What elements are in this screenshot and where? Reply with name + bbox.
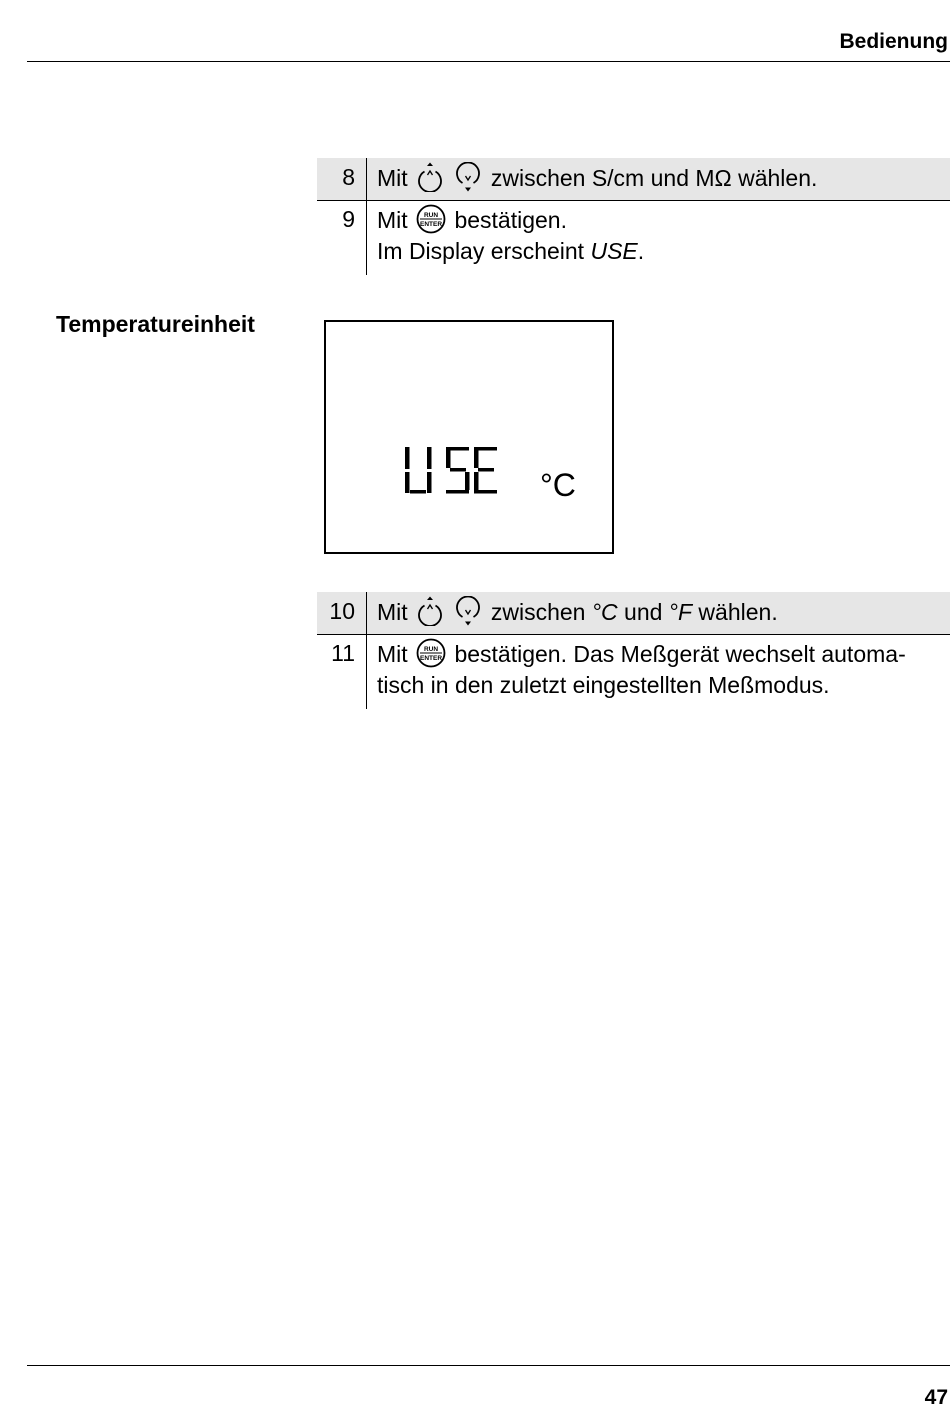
header-title: Bedienung <box>839 30 948 53</box>
display-code-text: USE <box>590 238 638 264</box>
unit-fahrenheit: °F <box>668 599 693 625</box>
lcd-unit-text: °C <box>540 467 576 503</box>
step-word: Mit <box>377 207 408 233</box>
step-number: 10 <box>317 592 367 634</box>
run-enter-key-icon <box>416 638 446 668</box>
lcd-display <box>324 320 614 554</box>
steps-table-top <box>317 158 950 275</box>
svg-text:RUN: RUN <box>424 646 439 653</box>
svg-text:ENTER: ENTER <box>420 655 443 662</box>
up-arrow-key-icon <box>416 596 444 626</box>
step-text: Mit zwischen °C und °F wählen. <box>367 592 950 634</box>
step-text-line2: tisch in den zuletzt eingestellten Meßmodus. <box>377 672 830 698</box>
footer-rule <box>27 1365 950 1366</box>
down-arrow-key-icon <box>454 162 482 192</box>
step-row-11 <box>317 635 950 709</box>
step-text-content: bestätigen. <box>454 207 567 233</box>
step-text-content: zwischen S/cm und MΩ wählen. <box>490 165 818 191</box>
step-row-9 <box>317 201 950 275</box>
step-word: Mit <box>377 165 408 191</box>
step-text-line2: Im Display erscheint <box>377 238 591 264</box>
step-word: Mit <box>377 641 408 667</box>
step-number: 9 <box>317 201 367 275</box>
steps-table-bottom <box>317 592 950 709</box>
unit-celsius: °C <box>591 599 618 625</box>
step-text <box>367 158 950 200</box>
lcd-display-graphic <box>326 322 616 556</box>
step-row-8 <box>317 158 950 201</box>
step-text-content: bestätigen. Das Meßgerät wechselt automa- <box>454 641 906 667</box>
svg-text:RUN: RUN <box>424 212 439 219</box>
step-word: Mit <box>377 599 408 625</box>
step-number: 11 <box>317 635 367 709</box>
up-arrow-key-icon <box>416 162 444 192</box>
step-text-content: zwischen <box>490 599 592 625</box>
step-number: 8 <box>317 158 367 200</box>
svg-text:ENTER: ENTER <box>420 221 443 228</box>
page-number: 47 <box>924 1386 948 1409</box>
lcd-text-use <box>405 447 497 494</box>
step-row-10 <box>317 592 950 635</box>
section-heading: Temperatureinheit <box>56 311 255 337</box>
down-arrow-key-icon <box>454 596 482 626</box>
step-text <box>367 635 950 709</box>
run-enter-key-icon <box>416 204 446 234</box>
header-rule <box>27 61 950 62</box>
step-text: Mit RUN ENTER bestätigen. Im Display erscheint USE. <box>367 201 950 275</box>
